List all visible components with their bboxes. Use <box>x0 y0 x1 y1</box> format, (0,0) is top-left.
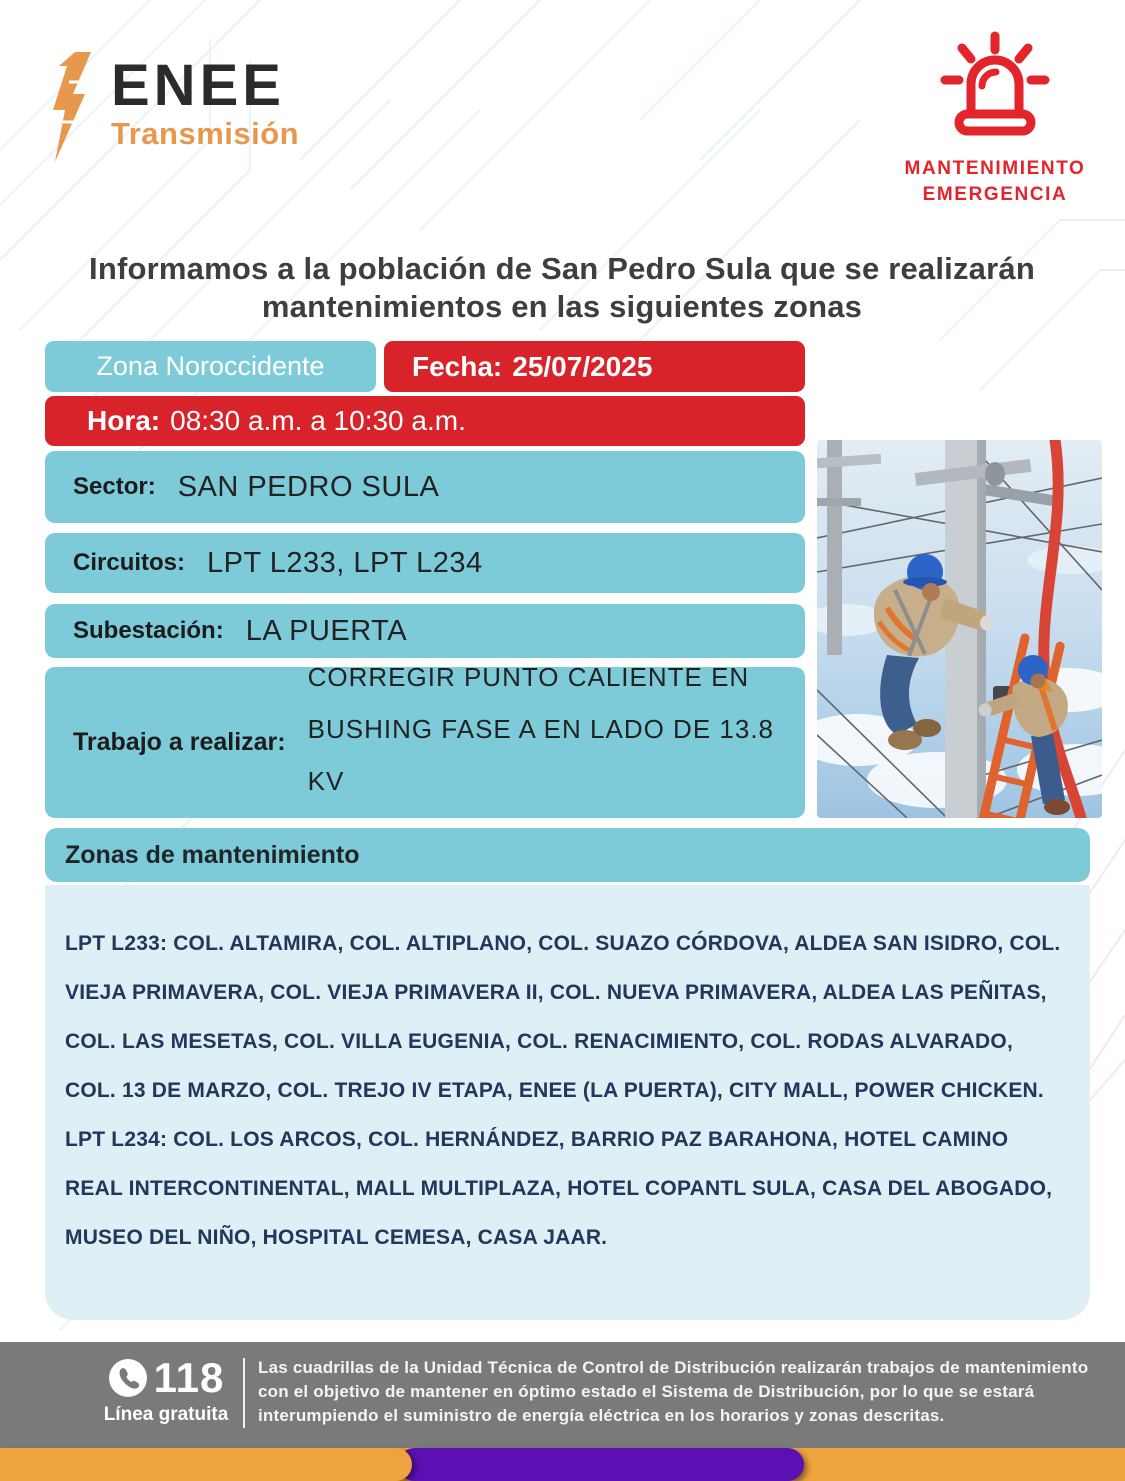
substation-label: Subestación: <box>73 617 224 644</box>
lineworkers-photo <box>817 440 1102 818</box>
circuits-value: LPT L233, LPT L234 <box>207 546 483 579</box>
circuits-label: Circuitos: <box>73 549 186 576</box>
enee-logo <box>45 52 299 162</box>
footer-bar <box>0 1342 1125 1448</box>
phone-number: 118 <box>153 1354 225 1401</box>
time-value: 08:30 a.m. a 10:30 a.m. <box>170 405 466 436</box>
footer-message: Las cuadrillas de la Unidad Técnica de Control de Distribución realizarán trabajos de mantenimiento con el objetivo de mantener en óptimo estado el Sistema de Distribución, por lo que se estará interumpiendo el suministro de energía eléctrica en los horarios y zonas descritas. <box>258 1358 1089 1425</box>
sector-value: SAN PEDRO SULA <box>177 470 440 503</box>
logo-subtitle-text: Transmisión <box>111 116 300 151</box>
siren-icon <box>929 28 1061 150</box>
zones-paragraph-l234: LPT L234: COL. LOS ARCOS, COL. HERNÁNDEZ, BARRIO PAZ BARAHONA, HOTEL CAMINO REAL INTERCONTINENTAL, MALL MULTIPLAZA, HOTEL COPANTL SULA, CASA DEL ABOGADO, MUSEO DEL NIÑO, HOSPITAL CEMESA, CASA JAAR. <box>65 1128 1053 1249</box>
zones-body <box>45 885 1090 1320</box>
emergency-line2: EMERGENCIA <box>922 184 1068 205</box>
time-label: Hora: <box>87 405 161 436</box>
logo-brand-text: ENEE <box>111 53 285 118</box>
emergency-title <box>880 156 1110 208</box>
zones-panel <box>45 828 1090 1320</box>
phone-block <box>96 1354 236 1426</box>
enee-bolt-icon <box>45 52 97 162</box>
date-badge <box>384 341 805 392</box>
emergency-badge <box>880 28 1110 208</box>
zone-badge <box>45 341 376 392</box>
bottom-bar-purple <box>398 1448 804 1481</box>
time-badge <box>45 396 805 446</box>
phone-icon <box>108 1358 148 1398</box>
date-value: 25/07/2025 <box>512 350 653 382</box>
work-label: Trabajo a realizar: <box>73 728 286 756</box>
sector-label: Sector: <box>73 473 156 500</box>
work-value: CORREGIR PUNTO CALIENTE EN BUSHING FASE A EN LADO DE 13.8 KV <box>307 661 774 796</box>
substation-value: LA PUERTA <box>245 614 408 647</box>
page-title: Informamos a la población de San Pedro Sula que se realizarán mantenimientos en las siguientes zonas <box>89 251 1035 324</box>
circuits-box <box>45 533 805 593</box>
bottom-bar-orange-cap <box>0 1448 412 1481</box>
phone-label: Línea gratuita <box>103 1404 229 1425</box>
zone-badge-text: Zona Noroccidente <box>96 351 325 381</box>
emergency-line1: MANTENIMIENTO <box>904 158 1086 179</box>
sector-box <box>45 451 805 523</box>
date-label: Fecha: <box>412 350 503 382</box>
zones-paragraph-l233: LPT L233: COL. ALTAMIRA, COL. ALTIPLANO, COL. SUAZO CÓRDOVA, ALDEA SAN ISIDRO, COL. VIEJA PRIMAVERA, COL. VIEJA PRIMAVERA II, COL. NUEVA PRIMAVERA, ALDEA LAS PEÑITAS, COL. LAS MESETAS, COL. VILLA EUGENIA, COL. RENACIMIENTO, COL. RODAS ALVARADO, COL. 13 DE MARZO, COL. TREJO IV ETAPA, ENEE (LA PUERTA), CITY MALL, POWER CHICKEN. <box>65 932 1061 1102</box>
footer-divider <box>243 1358 245 1428</box>
work-box <box>45 661 805 818</box>
zones-title: Zonas de mantenimiento <box>65 840 360 869</box>
zones-header <box>45 828 1090 882</box>
